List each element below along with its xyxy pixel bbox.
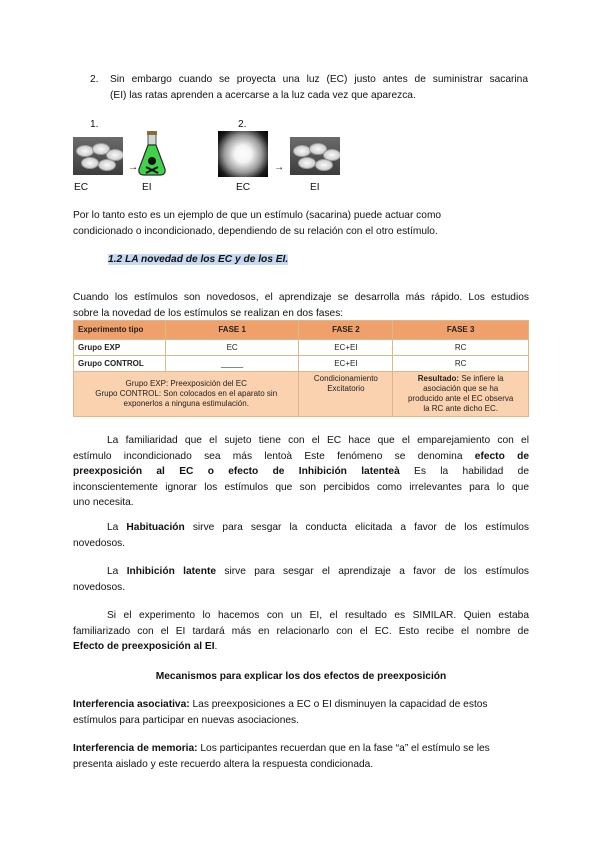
note-line: exponerlos a ninguna estimulación. (123, 399, 249, 408)
ei-line3-bold: Efecto de preexposición al EI (73, 641, 215, 652)
conclusion-line2: condicionado o incondicionado, dependiendo de su relación con el otro estímulo. (73, 225, 438, 237)
note-line: asociación que se ha (423, 384, 499, 393)
novedad-line2: sobre la novedad de los estímulos se realizan en dos fases: (73, 307, 344, 319)
im-line2: presenta aislado y este recuerdo altera la respuesta condicionada. (73, 758, 374, 770)
table-cell: _____ (165, 356, 299, 372)
note-line: Excitatorio (327, 384, 365, 393)
figure-label-2: 2. (238, 119, 247, 130)
hab-bold: Habituación (126, 522, 185, 533)
familiaridad-line3: Es la habilidad de (399, 466, 529, 477)
arrow-1: → (128, 162, 139, 173)
list-number: 2. (90, 74, 99, 85)
table-cell: RC (393, 356, 529, 372)
ia-line1: Las preexposiciones a EC o EI disminuyen la capacidad de estos (189, 699, 488, 710)
table-row (74, 372, 529, 417)
note-line: la RC ante dicho EC. (423, 404, 499, 413)
note-line: Grupo EXP: Preexposición del EC (125, 379, 247, 388)
familiaridad-line2-bold: efecto de (474, 450, 529, 462)
familiaridad-paragraph (73, 433, 529, 511)
figure-label-1: 1. (90, 119, 99, 130)
table-cell: RC (393, 340, 529, 356)
arrow-2: → (274, 162, 285, 173)
table-row (74, 340, 529, 356)
mechanisms-heading: Mecanismos para explicar los dos efectos de preexposición (155, 671, 447, 682)
table-header: FASE 2 (299, 321, 393, 340)
hab-pre: La (107, 522, 127, 533)
item2-text (110, 72, 528, 103)
table-cell: EC+EI (299, 340, 393, 356)
note-line: Se infiere la (459, 374, 504, 383)
figure-ei-1: EI (142, 182, 152, 193)
novedad-line1: Cuando los estímulos son novedosos, el aprendizaje se desarrolla más rápido. Los estudios (73, 292, 529, 303)
figure-ei-2: EI (310, 182, 320, 193)
section-heading (108, 252, 288, 268)
familiaridad-line3-bold: preexposición al EC o efecto de Inhibición latenteà (73, 466, 400, 477)
inhibicion-paragraph (73, 564, 529, 595)
figure-ec-1: EC (74, 182, 89, 193)
ia-bold: Interferencia asociativa: (73, 699, 190, 710)
table-row (74, 356, 529, 372)
light-bulb-image (218, 131, 268, 177)
habituacion-paragraph (73, 520, 529, 551)
conclusion-line1: Por lo tanto esto es un ejemplo de que un estímulo (sacarina) puede actuar como (73, 210, 442, 221)
novedad-paragraph (73, 290, 529, 321)
ia-line2: estímulos para participar en nuevas asociaciones. (73, 714, 299, 726)
note-line: Condicionamiento (313, 374, 378, 383)
pills-image-2 (290, 137, 340, 175)
conclusion-paragraph (73, 208, 533, 239)
table-cell: Grupo EXP (74, 340, 166, 356)
inh-pre: La (107, 566, 127, 577)
figure-ec-2: EC (236, 182, 251, 193)
item2-line2: (EI) las ratas aprenden a acercarse a la luz cada vez que aparezca. (110, 89, 416, 101)
familiaridad-line1: La familiaridad que el sujeto tiene con el EC hace que el emparejamiento con el (107, 435, 529, 446)
im-line1: Los participantes recuerdan que en la fase “a” el estímulo se les (197, 743, 490, 754)
ei-line2: familiarizado con el EI tardará más en relacionarlo con el EC. Esto recibe el nombre de (73, 625, 529, 637)
poison-flask-icon (136, 131, 168, 177)
section-heading-text: 1.2 LA novedad de los EC y de los EI. (108, 254, 289, 265)
table-note-f2 (299, 372, 393, 417)
interferencia-asociativa (73, 697, 529, 728)
ei-line1: Si el experimento lo hacemos con un EI, el resultado es SIMILAR. Quien estaba (107, 610, 529, 621)
im-bold: Interferencia de memoria: (73, 743, 198, 754)
table-note-f3 (393, 372, 529, 417)
table-header: FASE 3 (393, 321, 529, 340)
hab-line2: novedosos. (73, 537, 126, 549)
ei-paragraph (73, 608, 529, 655)
table-cell: Grupo CONTROL (74, 356, 166, 372)
table-header: Experimento tipo (74, 321, 166, 340)
pills-image-1 (73, 137, 123, 175)
table-cell: EC+EI (299, 356, 393, 372)
table-header: FASE 1 (165, 321, 299, 340)
familiaridad-line4: inconscientemente ignorar los estímulos que son percibidos como irrelevantes para lo que (73, 481, 529, 493)
familiaridad-line5: uno necesita. (73, 497, 134, 508)
table-cell: EC (165, 340, 299, 356)
note-bold: Resultado: (417, 374, 460, 383)
familiaridad-line2: estímulo incondicionado sea más lentoà Este fenómeno se denomina (73, 450, 463, 462)
ei-line3-end: . (214, 641, 218, 652)
note-line: Grupo CONTROL: Son colocados en el aparato sin (95, 389, 278, 398)
inh-line2: novedosos. (73, 581, 126, 593)
fases-table (73, 320, 529, 417)
table-note-f1 (74, 372, 299, 417)
hab-post: sirve para sesgar la conducta elicitada a favor de los estímulos (184, 522, 529, 533)
inh-bold: Inhibición latente (126, 566, 217, 577)
inh-post: sirve para sesgar el aprendizaje a favor de los estímulos (216, 566, 529, 577)
note-line: producido ante el EC observa (407, 394, 514, 403)
interferencia-memoria (73, 741, 529, 772)
item2-line1: Sin embargo cuando se proyecta una luz (EC) justo antes de suministrar sacarina (110, 74, 528, 85)
